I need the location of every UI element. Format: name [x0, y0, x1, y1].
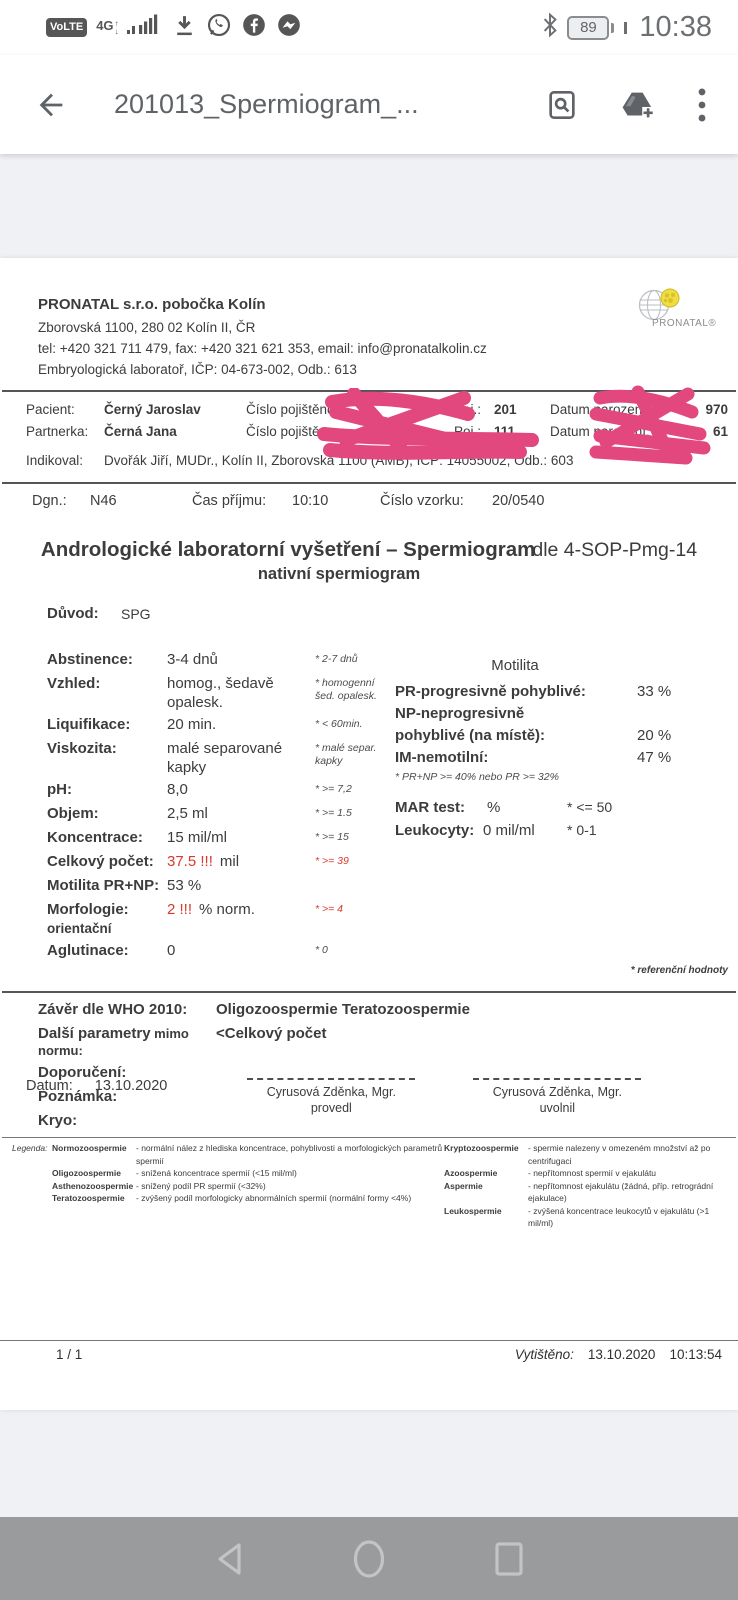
- reason-value: SPG: [121, 605, 151, 622]
- signature-name: Cyrusová Zděnka, Mgr.: [266, 1085, 396, 1099]
- motility-section: [395, 650, 738, 965]
- svg-text:PRONATAL®: PRONATAL®: [652, 318, 716, 329]
- android-nav-bar: [0, 1517, 738, 1600]
- messenger-icon: [276, 12, 302, 43]
- signature-performed: [247, 1078, 415, 1116]
- status-bar: [0, 0, 738, 55]
- partner-dob-fragment: 61: [712, 423, 728, 439]
- partner-poj: 111: [494, 423, 516, 439]
- app-bar-actions: [546, 88, 708, 122]
- mar-test-row: MAR test: % * <= 50: [395, 799, 613, 816]
- legend-right-column: Kryptozoospermie - spermie nalezeny v omezeném množství až po centrifugaci Azoospermie - nepřítomnost spermií v ejakulátu Aspermie - nepřítomnost ejakulátu (žádná, příp. retrográdní ejakulace) Leukospermie - zvýšená koncentrace leukocytů v ejakulátu (>1 mil/ml): [444, 1143, 714, 1228]
- patient-poj: 201: [494, 401, 517, 417]
- report-title-suffix: dle 4-SOP-Pmg-14: [532, 539, 698, 561]
- legend-left-column: Normozoospermie - normální nález z hlediska koncentrace, pohyblivosti a morfologických parametrů spermií Oligozoospermie - snížená koncentrace spermií (<15 mil/ml) Asthenozoospermie - snížený podíl PR spermií (<32%) Teratozoospermie - zvýšený podíl morfologicky abnormálních spermií (normální formy <4%): [52, 1143, 443, 1203]
- pdf-viewer[interactable]: [0, 154, 738, 1517]
- who-conclusion-value: Oligozoospermie Teratozoospermie: [216, 1001, 470, 1018]
- partner-insurance-number: 8: [360, 423, 368, 439]
- app-bar: [0, 55, 738, 154]
- facebook-icon: [241, 12, 267, 43]
- page-footer: [0, 1340, 738, 1362]
- volte-badge: VoLTE: [46, 18, 87, 37]
- redaction-scribble-dob: [586, 384, 718, 468]
- divider: [2, 991, 736, 993]
- printed-date: 13.10.2020: [587, 1347, 656, 1362]
- divider: [2, 482, 736, 484]
- battery-nub: [611, 23, 614, 33]
- note-row: Poznámka:: [38, 1088, 118, 1105]
- motility-row: IM-nemotilní: 47 %: [395, 749, 672, 766]
- motility-row: PR-progresivně pohyblivé: 33 %: [395, 683, 672, 700]
- printed-time: 10:13:54: [669, 1347, 722, 1362]
- referrer-row: Indikoval: Dvořák Jiří, MUDr., Kolín II, Zborovská 1100 (AMB), IČP: 14055002, Odb.: 603: [26, 452, 574, 468]
- patient-insurance-number: 7: [360, 401, 368, 417]
- document-page: [0, 258, 738, 1410]
- reason-row: Důvod: SPG: [47, 605, 151, 622]
- partner-name: Černá Jana: [104, 423, 177, 439]
- company-contact: tel: +420 321 711 479, fax: +420 321 621 353, email: info@pronatalkolin.cz: [38, 341, 487, 356]
- intake-time: 10:10: [292, 493, 329, 509]
- page-number: 1 / 1: [56, 1347, 83, 1362]
- clock: 10:38: [639, 11, 712, 43]
- who-conclusion-row: Závěr dle WHO 2010: Oligozoospermie Teratozoospermie: [38, 1001, 470, 1018]
- result-row: pH: 8,0 * >= 7,2: [47, 781, 352, 798]
- battery-tick-icon: [624, 22, 627, 34]
- result-row: Koncentrace: 15 mil/ml * >= 15: [47, 829, 349, 846]
- results-section: [0, 650, 738, 965]
- network-type-indicator: 4G ↑ ↓: [96, 17, 118, 36]
- results-table: [47, 650, 395, 965]
- leukocytes-row: Leukocyty: 0 mil/ml * 0-1: [395, 822, 597, 839]
- printed-info: Vytištěno: 13.10.2020 10:13:54: [514, 1347, 722, 1362]
- other-params-value: <Celkový počet: [216, 1025, 327, 1042]
- result-row: Vzhled: homog., šedavě opalesk. * homogenní šed. opalesk.: [47, 675, 377, 711]
- pronatal-logo: [624, 288, 716, 335]
- reference-values-note: * referenční hodnoty: [630, 965, 728, 976]
- motility-header: Motilita: [491, 657, 539, 674]
- status-left-icons: [46, 12, 302, 43]
- signature-name: Cyrusová Zděnka, Mgr.: [492, 1085, 622, 1099]
- result-row: Viskozita: malé separované kapky * malé separ. kapky: [47, 740, 377, 776]
- company-name: PRONATAL s.r.o. pobočka Kolín: [38, 296, 266, 313]
- other-params-row: Další parametry mimo normu: <Celkový počet: [38, 1025, 327, 1058]
- download-icon: [172, 13, 197, 43]
- nav-home-button[interactable]: [350, 1539, 388, 1579]
- signature-line: [473, 1078, 641, 1080]
- legend-section: Legenda: Normozoospermie - normální nález z hlediska koncentrace, pohyblivosti a morfologických parametrů spermií Oligozoospermie - snížená koncentrace spermií (<15 mil/ml) Asthenozoospermie - snížený podíl PR spermií (<32%) Teratozoospermie - zvýšený podíl morfologicky abnormálních spermií (normální formy <4%) Kryptozoospermie - spermie nalezeny v omezeném množství až po centrifugaci Azoospermie - nepřítomnost spermií v ejakulátu Aspermie - nepřítomnost ejakulátu (žádná, příp. retrográdní ejakulace) Leukospermie - zvýšená koncentrace leukocytů v ejakulátu (>1 mil/ml): [0, 1138, 738, 1230]
- company-address: Zborovská 1100, 280 02 Kolín II, ČR: [38, 320, 256, 335]
- partner-row: Partnerka: Černá Jana Číslo pojištěnce: 8 Poj.: 111 Datum narození: 61: [26, 423, 728, 439]
- patient-name: Černý Jaroslav: [104, 401, 201, 417]
- dgn-value: N46: [90, 493, 117, 509]
- find-in-document-button[interactable]: [546, 89, 578, 121]
- sample-number: 20/0540: [492, 493, 545, 509]
- signature-line: [247, 1078, 415, 1080]
- company-lab: Embryologická laboratoř, IČP: 04-673-002, Odb.: 613: [38, 362, 357, 377]
- patient-block: [0, 392, 738, 470]
- result-row-morphology: Morfologie: orientační 2 !!! % norm. * >= 4: [47, 901, 344, 936]
- result-row: Aglutinace: 0 * 0: [47, 942, 328, 959]
- patient-dob-fragment: 970: [705, 401, 728, 417]
- motility-row: NP-neprogresivně: [395, 705, 525, 722]
- date-signature-block: Datum: 13.10.2020 Cyrusová Zděnka, Mgr. provedl Cyrusová Zděnka, Mgr. uvolnil: [0, 1078, 738, 1116]
- result-row: Motilita PR+NP: 53 %: [47, 877, 202, 894]
- overflow-menu-button[interactable]: [696, 88, 708, 122]
- bluetooth-icon: [541, 12, 559, 43]
- report-title: Andrologické laboratorní vyšetření – Spermiogramdle 4-SOP-Pmg-14: [40, 538, 698, 561]
- kryo-row: Kryo:: [38, 1112, 78, 1129]
- referrer-value: Dvořák Jiří, MUDr., Kolín II, Zborovská 1100 (AMB), IČP: 14055002, Odb.: 603: [104, 452, 574, 468]
- status-right-icons: [541, 11, 712, 44]
- whatsapp-icon: [206, 12, 232, 43]
- signature-role: uvolnil: [539, 1101, 576, 1115]
- nav-back-button[interactable]: [212, 1540, 246, 1578]
- battery-indicator: 89: [567, 16, 609, 40]
- sample-row: Dgn.: N46 Čas příjmu: 10:10 Číslo vzorku: 20/0540: [32, 493, 545, 509]
- document-title: 201013_Spermiogram_...: [114, 89, 419, 119]
- result-row: Objem: 2,5 ml * >= 1.5: [47, 805, 352, 822]
- motility-ref-note: * PR+NP >= 40% nebo PR >= 32%: [395, 771, 559, 783]
- network-arrows-icon: ↑ ↓: [114, 18, 118, 36]
- signal-bars-icon: [127, 13, 163, 42]
- result-row: Liquifikace: 20 min. * < 60min.: [47, 716, 363, 733]
- redaction-scribble-insurance: [316, 388, 544, 466]
- report-date: 13.10.2020: [94, 1078, 168, 1094]
- signature-released: [473, 1078, 641, 1116]
- recommendation-row: Doporučení:: [38, 1064, 127, 1081]
- result-row-total-count: Celkový počet: 37.5 !!! mil * >= 39: [47, 853, 349, 870]
- patient-row: Pacient: Černý Jaroslav Číslo pojištěnce: 7 Poj.: 201 Datum narození: 970: [26, 401, 728, 417]
- signature-role: provedl: [310, 1101, 352, 1115]
- result-row: Abstinence: 3-4 dnů * 2-7 dnů: [47, 651, 358, 668]
- back-button[interactable]: [34, 88, 68, 122]
- motility-row: pohyblivé (na místě): 20 %: [395, 727, 672, 744]
- add-to-drive-button[interactable]: [620, 89, 654, 121]
- report-subtitle: nativní spermiogram: [257, 565, 421, 583]
- nav-recents-button[interactable]: [492, 1540, 526, 1578]
